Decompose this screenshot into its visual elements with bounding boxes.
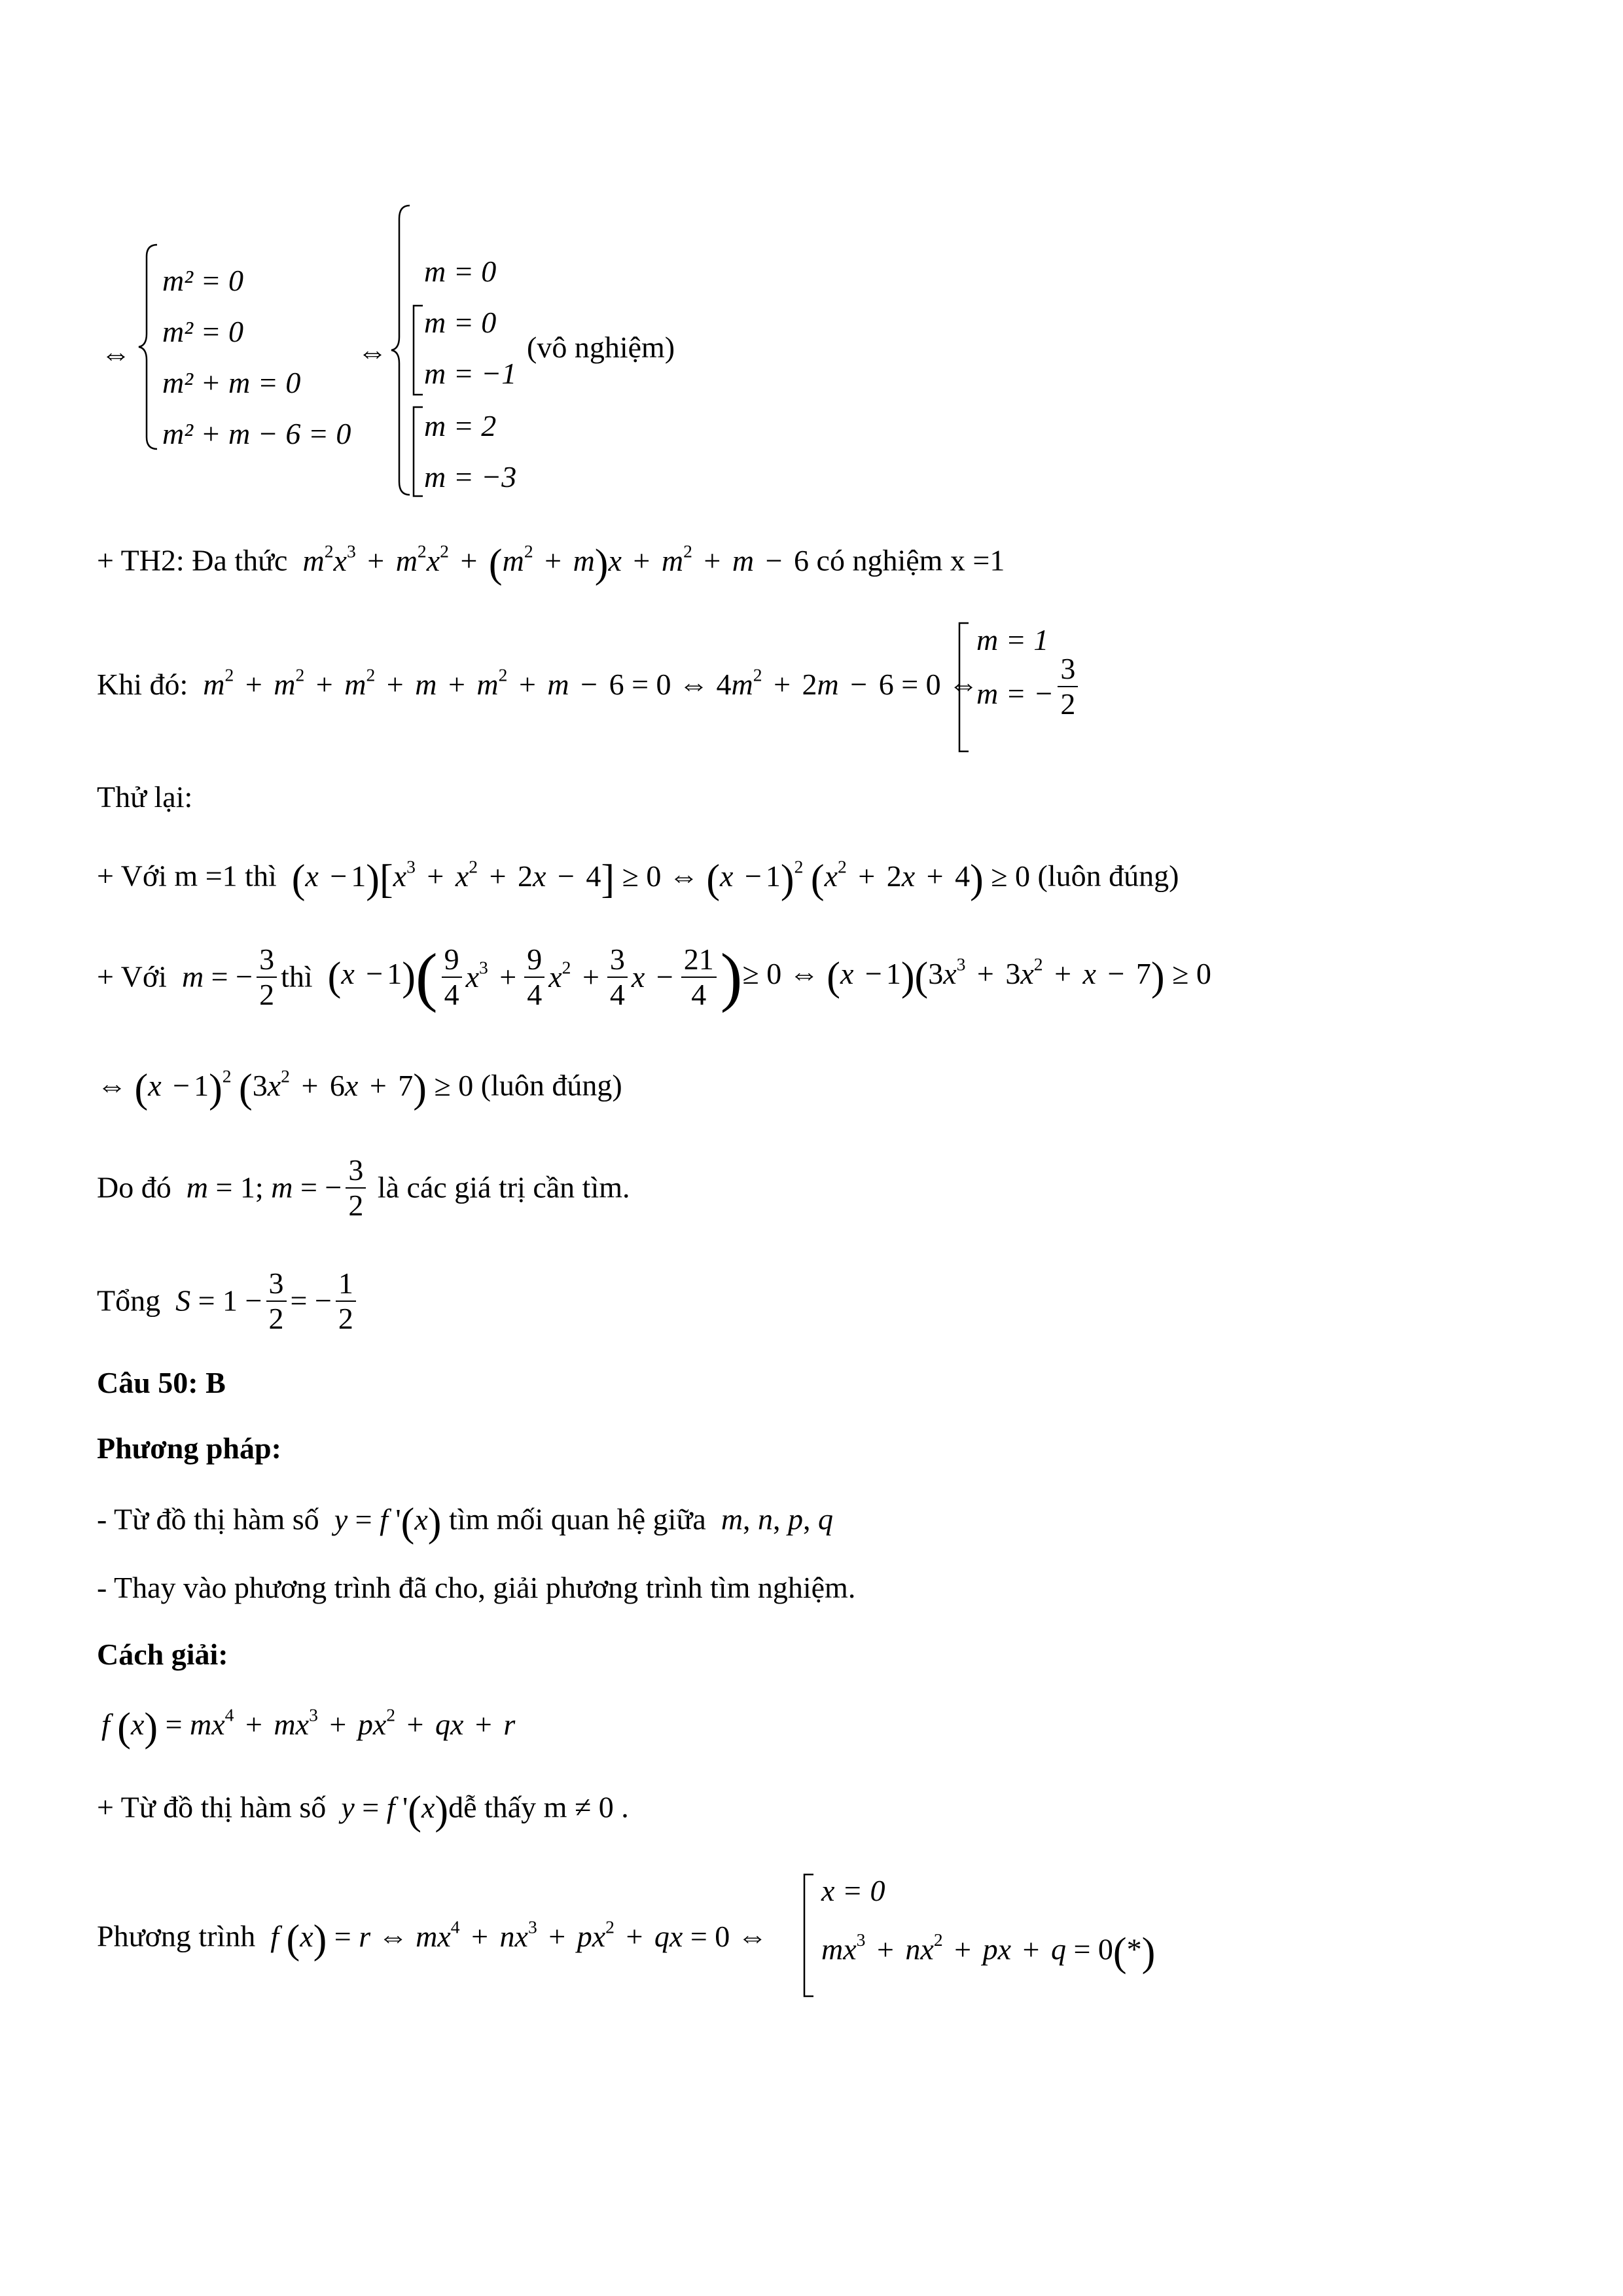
fraction-3-2-b: $\frac{3}{2}$ bbox=[257, 942, 277, 1011]
cachgiai-heading: Cách giải: bbox=[97, 1638, 228, 1671]
cg1-line bbox=[97, 1790, 629, 1831]
tong-line bbox=[97, 1266, 360, 1335]
tong-S: S = 1 − bbox=[168, 1283, 262, 1318]
right-system-m0: m = 0 bbox=[424, 255, 497, 288]
pp1-line bbox=[97, 1502, 833, 1543]
pp1-prefix: - Từ đồ thị hàm số bbox=[97, 1502, 319, 1536]
khido-equation: $m^2 + m^2 + m^2 + m + m^2 + m - 6 = 0$ ⇔ $4m^2 + 2m - 6 = 0$ ⇔ bbox=[195, 664, 979, 701]
th2-prefix: + TH2: Đa thức bbox=[97, 543, 288, 577]
right-system-m-3: m = −3 bbox=[424, 460, 517, 493]
left-brace-1 bbox=[137, 242, 161, 452]
th2-suffix: có nghiệm x =1 bbox=[816, 543, 1005, 577]
dodo-values: m = 1; m = − bbox=[179, 1170, 342, 1204]
cau50-heading: Câu 50: B bbox=[97, 1366, 226, 1399]
voi2-term-x2: $x^2$ + bbox=[548, 956, 599, 994]
th2-polynomial: $m^2x^3 + m^2x^2 + (m^2 + m)x + m^2 + m - 6$ bbox=[294, 540, 810, 586]
tong-eq: = − bbox=[290, 1283, 332, 1318]
pt-equation: f (x) = r ⇔ $mx^4 + nx^3 + px^2$ + qx = 0 ⇔ bbox=[262, 1916, 768, 1962]
fx-expression: f $(x) = mx^4 + mx^3 + px^2$ + qx + r bbox=[101, 1704, 516, 1749]
luondung-line bbox=[97, 1065, 622, 1111]
right-system-m0b: m = 0 bbox=[424, 306, 497, 339]
pp2-line: - Thay vào phương trình đã cho, giải phương trình tìm nghiệm. bbox=[97, 1571, 856, 1604]
fraction-1-2: $\frac{1}{2}$ bbox=[336, 1266, 356, 1335]
bracket-khido bbox=[957, 622, 970, 753]
voi2-m-value: m = − bbox=[174, 960, 253, 994]
phuongphap-heading: Phương pháp: bbox=[97, 1431, 281, 1465]
voi1-line bbox=[97, 855, 1179, 901]
fraction-3-2: $\frac{3}{2}$ bbox=[1058, 652, 1078, 721]
voi1-expression: $(x - 1)[x^3 + x^2 + 2x - 4] \ge 0$ ⇔ $(x - 1)^2$ $(x^2 + 2x + 4) \ge 0$ bbox=[291, 855, 1031, 901]
iff-symbol: ⇔ bbox=[101, 337, 131, 370]
khido-prefix: Khi đó: bbox=[97, 668, 188, 701]
dodo-line bbox=[97, 1153, 630, 1222]
luondung-expression: ⇔ $(x - 1)^2$ $(3x^2 + 6x + 7) \ge 0$ bbox=[97, 1065, 474, 1111]
iff-symbol-2: ⇔ bbox=[357, 335, 387, 368]
fraction-9-4-b: $\frac{9}{4}$ bbox=[524, 942, 544, 1011]
voi2-big-paren-open: ( bbox=[415, 939, 438, 1013]
khido-line bbox=[97, 664, 979, 701]
voi2-thi: thì bbox=[281, 960, 313, 994]
thulai-label: Thử lại: bbox=[97, 780, 193, 814]
voi1-prefix: + Với m =1 thì bbox=[97, 859, 277, 893]
pt-line bbox=[97, 1916, 768, 1962]
left-eq-3: m² + m = 0 bbox=[162, 366, 301, 399]
right-system-m2: m = 2 bbox=[424, 409, 497, 442]
pp1-fprime: y = f '(x) bbox=[327, 1500, 442, 1545]
khido-root-1: m = 1 bbox=[976, 623, 1049, 656]
pt-root-1: x = 0 bbox=[821, 1874, 885, 1907]
pt-prefix: Phương trình bbox=[97, 1919, 256, 1953]
fraction-21-4: $\frac{21}{4}$ bbox=[681, 942, 717, 1011]
cg1-suffix: dễ thấy m ≠ 0 . bbox=[448, 1790, 629, 1824]
luondung-label: (luôn đúng) bbox=[480, 1068, 622, 1102]
fx-definition bbox=[101, 1704, 516, 1749]
voi2-expression: (x − 1) bbox=[327, 954, 416, 999]
fraction-9-4-a: $\frac{9}{4}$ bbox=[442, 942, 462, 1011]
cg1-prefix: + Từ đồ thị hàm số bbox=[97, 1790, 327, 1824]
voi2-big-paren-close: ) bbox=[720, 939, 743, 1013]
voi2-expression-tail: ≥ 0 ⇔ $(x - 1)(3x^3 + 3x^2 + x - 7) \ge 0$ bbox=[742, 954, 1211, 999]
voi2-prefix: + Với bbox=[97, 960, 167, 994]
right-system-m-1: m = −1 bbox=[424, 357, 517, 390]
khido-root-2-label: m = − bbox=[976, 677, 1054, 711]
left-eq-4: m² + m − 6 = 0 bbox=[162, 417, 351, 450]
bracket-1 bbox=[411, 304, 424, 396]
voi2-line bbox=[97, 939, 1211, 1013]
fraction-3-2-d: $\frac{3}{2}$ bbox=[266, 1266, 287, 1335]
dodo-prefix: Do đó bbox=[97, 1170, 171, 1204]
pp1-vars: m, n, p, q bbox=[713, 1502, 834, 1536]
tong-label: Tổng bbox=[97, 1283, 161, 1318]
khido-root-2 bbox=[976, 652, 1082, 721]
voi1-suffix: (luôn đúng) bbox=[1037, 859, 1179, 893]
left-system bbox=[162, 255, 351, 459]
cg1-fprime: y = f '(x) bbox=[333, 1788, 449, 1833]
fraction-3-2-c: $\frac{3}{2}$ bbox=[346, 1153, 366, 1222]
voi2-term-x: x − bbox=[631, 960, 673, 994]
left-brace-2 bbox=[390, 203, 414, 497]
th2-line bbox=[97, 540, 1005, 586]
no-solution-note: (vô nghiệm) bbox=[527, 331, 675, 364]
left-eq-2: m² = 0 bbox=[162, 315, 244, 348]
bracket-pt bbox=[802, 1873, 815, 1998]
bracket-2 bbox=[411, 406, 424, 497]
pp1-suffix: tìm mối quan hệ giữa bbox=[448, 1502, 706, 1536]
left-eq-1: m² = 0 bbox=[162, 264, 244, 297]
voi2-term-x3: $x^3$ + bbox=[465, 956, 517, 994]
pt-root-2: $mx^3 + nx^2$ + px + q = 0(*) bbox=[821, 1929, 1156, 1975]
dodo-suffix: là các giá trị cần tìm. bbox=[377, 1170, 630, 1204]
fraction-3-4: $\frac{3}{4}$ bbox=[607, 942, 628, 1011]
